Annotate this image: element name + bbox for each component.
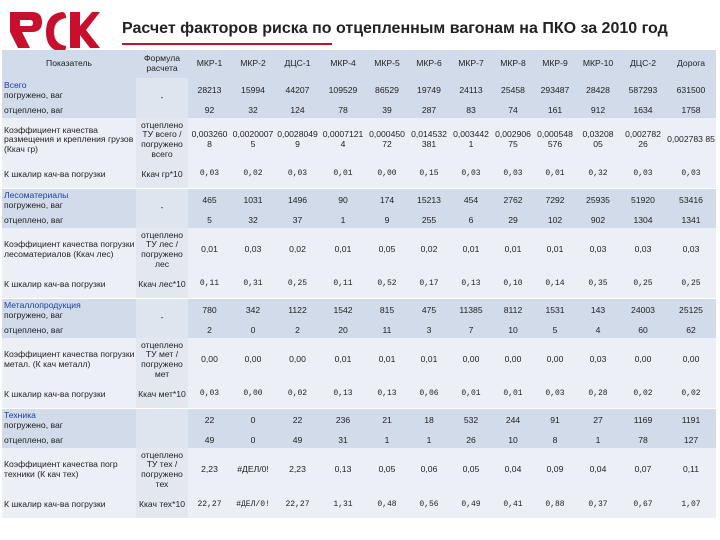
col-header-unit: МКР-9 (534, 50, 576, 78)
loaded-value: 454 (450, 188, 492, 213)
coef-value: 2,23 (188, 448, 231, 492)
coef-value: 0,01 (366, 338, 408, 382)
loaded-value: 53416 (666, 188, 716, 213)
loaded-value: 25458 (492, 78, 534, 103)
uncoupled-value: 31 (320, 433, 366, 448)
coef-value: 0,01 (320, 228, 366, 272)
coef-value: 0,03 (666, 228, 716, 272)
col-header-unit: МКР-2 (231, 50, 275, 78)
loaded-value: 22 (188, 408, 231, 433)
loaded-value: 236 (320, 408, 366, 433)
uncoupled-value: 2 (275, 323, 320, 338)
scaled-row (2, 382, 716, 408)
scaled-value: 0,02 (275, 382, 320, 408)
formula-cell: - (136, 78, 188, 118)
coef-label: Коэффициент качества размещения и крепления грузов (Ккач гр) (2, 118, 136, 162)
scaled-value: 0,25 (275, 272, 320, 298)
uncoupled-value: 49 (275, 433, 320, 448)
loaded-value: 86529 (366, 78, 408, 103)
uncoupled-value: 0 (231, 323, 275, 338)
uncoupled-value: 5 (188, 213, 231, 228)
uncoupled-value: 11 (366, 323, 408, 338)
col-header-unit: МКР-7 (450, 50, 492, 78)
scaled-value: 0,25 (620, 272, 666, 298)
risk-factors-table (2, 50, 716, 518)
coef-value: 0,01 (320, 338, 366, 382)
loaded-value: 25125 (666, 298, 716, 323)
coef-value: 0,05 (450, 448, 492, 492)
scaled-value: 0,02 (620, 382, 666, 408)
uncoupled-value: 255 (408, 213, 450, 228)
uncoupled-value: 9 (366, 213, 408, 228)
loaded-value: 342 (231, 298, 275, 323)
scaled-value: 0,03 (620, 162, 666, 188)
scaled-label: К шкалир кач-ва погрузки (2, 162, 136, 188)
coef-value: 0,03 (231, 228, 275, 272)
loaded-value: 780 (188, 298, 231, 323)
scaled-value: 0,25 (666, 272, 716, 298)
scaled-value: 22,27 (275, 492, 320, 518)
loaded-label: погружено, ваг (4, 89, 63, 100)
loaded-value: 19749 (408, 78, 450, 103)
uncoupled-value: 1758 (666, 103, 716, 118)
title-divider (122, 43, 332, 45)
scaled-value: 0,06 (408, 382, 450, 408)
risk-table-container (2, 50, 716, 518)
scaled-value: 0,13 (366, 382, 408, 408)
section-label (2, 78, 136, 103)
loaded-value: 11385 (450, 298, 492, 323)
uncoupled-value: 902 (576, 213, 620, 228)
coef-formula: отцеплено ТУ всего / погружено всего (136, 118, 188, 162)
coef-value: 0,13 (320, 448, 366, 492)
coef-value: 0,0028049 9 (275, 118, 320, 162)
uncoupled-row (2, 103, 716, 118)
scaled-value: 22,27 (188, 492, 231, 518)
coef-value: 0,00 (231, 338, 275, 382)
uncoupled-value: 49 (188, 433, 231, 448)
section-label (2, 408, 136, 433)
loaded-value: 27 (576, 408, 620, 433)
scaled-value: 0,01 (320, 162, 366, 188)
scaled-value: 0,00 (366, 162, 408, 188)
scaled-value: 0,02 (231, 162, 275, 188)
uncoupled-value: 78 (320, 103, 366, 118)
uncoupled-value: 39 (366, 103, 408, 118)
uncoupled-value: 32 (231, 213, 275, 228)
loaded-value: 1531 (534, 298, 576, 323)
loaded-label: погружено, ваг (4, 419, 63, 430)
section-title: Всего (4, 79, 27, 90)
loaded-value: 15213 (408, 188, 450, 213)
coef-value: 0,003442 1 (450, 118, 492, 162)
uncoupled-value: 102 (534, 213, 576, 228)
loaded-value: 0 (231, 408, 275, 433)
col-header-unit: МКР-6 (408, 50, 450, 78)
uncoupled-value: 127 (666, 433, 716, 448)
uncoupled-value: 92 (188, 103, 231, 118)
loaded-value: 475 (408, 298, 450, 323)
scaled-label: К шкалир кач-ва погрузки (2, 492, 136, 518)
scaled-value: 0,35 (576, 272, 620, 298)
scaled-value: 0,02 (666, 382, 716, 408)
uncoupled-value: 124 (275, 103, 320, 118)
scaled-value: 0,14 (534, 272, 576, 298)
uncoupled-value: 74 (492, 103, 534, 118)
scaled-value: 0,37 (576, 492, 620, 518)
loaded-value: 109529 (320, 78, 366, 103)
uncoupled-value: 62 (666, 323, 716, 338)
loaded-value: 244 (492, 408, 534, 433)
uncoupled-label: отцеплено, ваг (2, 323, 136, 338)
scaled-value: 0,00 (231, 382, 275, 408)
scaled-formula: Ккач тех*10 (136, 492, 188, 518)
uncoupled-value: 0 (231, 433, 275, 448)
loaded-value: 587293 (620, 78, 666, 103)
loaded-value: 18 (408, 408, 450, 433)
loaded-value: 1542 (320, 298, 366, 323)
coef-value: 0,00 (534, 338, 576, 382)
header-row (2, 50, 716, 78)
section-title: Металлопродукция (4, 300, 81, 311)
loaded-value: 2762 (492, 188, 534, 213)
scaled-formula: Ккач лес*10 (136, 272, 188, 298)
uncoupled-value: 78 (620, 433, 666, 448)
uncoupled-row (2, 433, 716, 448)
uncoupled-label: отцеплено, ваг (2, 103, 136, 118)
uncoupled-value: 10 (492, 433, 534, 448)
uncoupled-row (2, 323, 716, 338)
coef-value: 0,01 (188, 228, 231, 272)
scaled-row (2, 162, 716, 188)
uncoupled-value: 10 (492, 323, 534, 338)
uncoupled-value: 20 (320, 323, 366, 338)
uncoupled-value: 287 (408, 103, 450, 118)
loaded-label: погружено, ваг (4, 309, 63, 320)
scaled-value: 0,67 (620, 492, 666, 518)
loaded-value: 1169 (620, 408, 666, 433)
coef-row (2, 448, 716, 492)
scaled-value: #ДЕЛ/0! (231, 492, 275, 518)
uncoupled-value: 83 (450, 103, 492, 118)
coef-value: 0,02 (408, 228, 450, 272)
coef-value: 0,002906 75 (492, 118, 534, 162)
scaled-value: 0,03 (666, 162, 716, 188)
loaded-value: 22 (275, 408, 320, 433)
uncoupled-value: 2 (188, 323, 231, 338)
col-header-unit: МКР-1 (188, 50, 231, 78)
scaled-value: 0,03 (275, 162, 320, 188)
scaled-value: 0,11 (320, 272, 366, 298)
scaled-value: 0,13 (320, 382, 366, 408)
scaled-value: 0,88 (534, 492, 576, 518)
coef-value: 0,11 (666, 448, 716, 492)
col-header-label: Показатель (2, 50, 136, 78)
rzd-logo-icon (4, 4, 100, 54)
scaled-row (2, 492, 716, 518)
scaled-value: 0,15 (408, 162, 450, 188)
loaded-value: 1191 (666, 408, 716, 433)
loaded-value: 21 (366, 408, 408, 433)
coef-value: 0,01 (450, 228, 492, 272)
col-header-unit: МКР-8 (492, 50, 534, 78)
loaded-value: 51920 (620, 188, 666, 213)
uncoupled-value: 161 (534, 103, 576, 118)
coef-value: 0,0007121 4 (320, 118, 366, 162)
loaded-value: 465 (188, 188, 231, 213)
loaded-value: 15994 (231, 78, 275, 103)
uncoupled-value: 7 (450, 323, 492, 338)
coef-value: 0,03 (620, 228, 666, 272)
coef-row (2, 228, 716, 272)
coef-label: Коэффициент качества погр техники (К кач тех) (2, 448, 136, 492)
col-header-unit: МКР-5 (366, 50, 408, 78)
section-label (2, 188, 136, 213)
coef-formula: отцеплено ТУ лес / погружено лес (136, 228, 188, 272)
uncoupled-value: 29 (492, 213, 534, 228)
uncoupled-value: 37 (275, 213, 320, 228)
uncoupled-value: 32 (231, 103, 275, 118)
coef-value: 0,05 (366, 448, 408, 492)
uncoupled-value: 1 (576, 433, 620, 448)
coef-value: 0,03 (576, 338, 620, 382)
coef-value: 2,23 (275, 448, 320, 492)
section-title: Техника (4, 410, 36, 421)
coef-value: 0,01 (492, 228, 534, 272)
uncoupled-value: 4 (576, 323, 620, 338)
coef-value: 0,00 (450, 338, 492, 382)
scaled-value: 0,03 (492, 162, 534, 188)
page-title: Расчет факторов риска по отцепленным вагонам на ПКО за 2010 год (122, 20, 668, 37)
col-header-unit: МКР-10 (576, 50, 620, 78)
loaded-value: 24003 (620, 298, 666, 323)
loaded-value: 1122 (275, 298, 320, 323)
section-label (2, 298, 136, 323)
scaled-value: 0,49 (450, 492, 492, 518)
scaled-formula: Ккач мет*10 (136, 382, 188, 408)
uncoupled-value: 60 (620, 323, 666, 338)
loaded-value: 28428 (576, 78, 620, 103)
coef-value: 0,01 (534, 228, 576, 272)
coef-value: 0,00 (666, 338, 716, 382)
scaled-value: 0,01 (492, 382, 534, 408)
loaded-value: 631500 (666, 78, 716, 103)
loaded-value: 90 (320, 188, 366, 213)
coef-value: 0,002783 85 (666, 118, 716, 162)
col-header-unit: Дорога (666, 50, 716, 78)
uncoupled-value: 8 (534, 433, 576, 448)
loaded-row (2, 78, 716, 103)
scaled-value: 0,03 (188, 382, 231, 408)
coef-value: 0,00 (620, 338, 666, 382)
coef-value: 0,00 (275, 338, 320, 382)
loaded-value: 91 (534, 408, 576, 433)
coef-value: 0,05 (366, 228, 408, 272)
coef-value: 0,06 (408, 448, 450, 492)
loaded-value: 44207 (275, 78, 320, 103)
coef-value: 0,04 (492, 448, 534, 492)
formula-cell: - (136, 188, 188, 228)
scaled-row (2, 272, 716, 298)
uncoupled-label: отцеплено, ваг (2, 433, 136, 448)
coef-value: 0,002782 26 (620, 118, 666, 162)
scaled-value: 0,31 (231, 272, 275, 298)
scaled-label: К шкалир кач-ва погрузки (2, 382, 136, 408)
coef-value: 0,00 (188, 338, 231, 382)
loaded-row (2, 188, 716, 213)
coef-value: #ДЕЛ/0! (231, 448, 275, 492)
coef-value: 0,02 (275, 228, 320, 272)
coef-value: 0,014532 381 (408, 118, 450, 162)
formula-cell: - (136, 298, 188, 338)
scaled-value: 1,31 (320, 492, 366, 518)
loaded-value: 532 (450, 408, 492, 433)
loaded-value: 24113 (450, 78, 492, 103)
coef-value: 0,0020007 5 (231, 118, 275, 162)
scaled-label: К шкалир кач-ва погрузки (2, 272, 136, 298)
uncoupled-value: 1341 (666, 213, 716, 228)
coef-formula: отцеплено ТУ мет / погружено мет (136, 338, 188, 382)
coef-value: 0,003260 8 (188, 118, 231, 162)
coef-row (2, 338, 716, 382)
coef-value: 0,01 (408, 338, 450, 382)
coef-label: Коэффициент качества погрузки метал. (К кач металл) (2, 338, 136, 382)
loaded-value: 174 (366, 188, 408, 213)
col-header-unit: ДЦС-2 (620, 50, 666, 78)
coef-value: 0,07 (620, 448, 666, 492)
scaled-value: 1,07 (666, 492, 716, 518)
scaled-value: 0,41 (492, 492, 534, 518)
scaled-value: 0,13 (450, 272, 492, 298)
loaded-value: 293487 (534, 78, 576, 103)
loaded-label: погружено, ваг (4, 199, 63, 210)
uncoupled-value: 3 (408, 323, 450, 338)
uncoupled-label: отцеплено, ваг (2, 213, 136, 228)
coef-value: 0,03208 05 (576, 118, 620, 162)
scaled-value: 0,10 (492, 272, 534, 298)
coef-label: Коэффициент качества погрузки лесоматериалов (Ккач лес) (2, 228, 136, 272)
scaled-value: 0,03 (534, 382, 576, 408)
loaded-value: 143 (576, 298, 620, 323)
coef-value: 0,000450 72 (366, 118, 408, 162)
loaded-row (2, 408, 716, 433)
loaded-value: 7292 (534, 188, 576, 213)
uncoupled-value: 1 (320, 213, 366, 228)
loaded-value: 815 (366, 298, 408, 323)
scaled-value: 0,28 (576, 382, 620, 408)
scaled-value: 0,48 (366, 492, 408, 518)
uncoupled-value: 5 (534, 323, 576, 338)
coef-value: 0,000548 576 (534, 118, 576, 162)
loaded-value: 28213 (188, 78, 231, 103)
scaled-value: 0,01 (450, 382, 492, 408)
section-title: Лесоматериалы (4, 190, 69, 201)
col-header-formula: Формула расчета (136, 50, 188, 78)
col-header-unit: МКР-4 (320, 50, 366, 78)
uncoupled-value: 912 (576, 103, 620, 118)
uncoupled-row (2, 213, 716, 228)
scaled-value: 0,32 (576, 162, 620, 188)
uncoupled-value: 26 (450, 433, 492, 448)
coef-value: 0,03 (576, 228, 620, 272)
coef-value: 0,04 (576, 448, 620, 492)
scaled-value: 0,17 (408, 272, 450, 298)
uncoupled-value: 1634 (620, 103, 666, 118)
loaded-row (2, 298, 716, 323)
coef-value: 0,09 (534, 448, 576, 492)
coef-value: 0,00 (492, 338, 534, 382)
col-header-unit: ДЦС-1 (275, 50, 320, 78)
scaled-value: 0,01 (534, 162, 576, 188)
loaded-value: 25935 (576, 188, 620, 213)
coef-row (2, 118, 716, 162)
scaled-formula: Ккач гр*10 (136, 162, 188, 188)
loaded-value: 8112 (492, 298, 534, 323)
loaded-value: 1496 (275, 188, 320, 213)
uncoupled-value: 1304 (620, 213, 666, 228)
uncoupled-value: 1 (408, 433, 450, 448)
scaled-value: 0,03 (450, 162, 492, 188)
uncoupled-value: 6 (450, 213, 492, 228)
scaled-value: 0,03 (188, 162, 231, 188)
coef-formula: отцеплено ТУ тех / погружено тех (136, 448, 188, 492)
scaled-value: 0,52 (366, 272, 408, 298)
uncoupled-value: 1 (366, 433, 408, 448)
formula-cell (136, 408, 188, 448)
loaded-value: 1031 (231, 188, 275, 213)
scaled-value: 0,11 (188, 272, 231, 298)
scaled-value: 0,56 (408, 492, 450, 518)
